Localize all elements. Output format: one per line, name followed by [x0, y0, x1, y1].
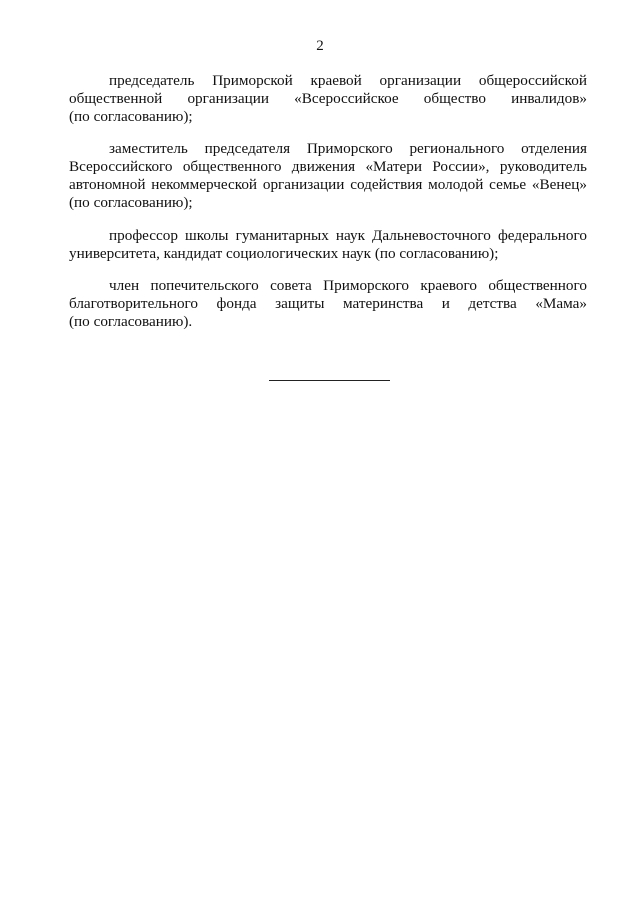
word: «Венец» [531, 176, 587, 193]
word: Приморского [306, 140, 393, 157]
paragraph-3-line-2: университета, кандидат социологических наук (по согласованию); [69, 245, 499, 262]
word: попечительского [150, 277, 259, 294]
word: Всероссийского [69, 158, 173, 175]
word: Дальневосточного [372, 227, 491, 244]
paragraph-1-line-3: (по согласованию); [69, 108, 193, 125]
word: школы [185, 227, 229, 244]
word: некоммерческой [151, 176, 258, 193]
word: краевой [310, 72, 362, 89]
word: федерального [497, 227, 587, 244]
word: профессор [109, 227, 178, 244]
word: семье [489, 176, 527, 193]
word: совета [270, 277, 312, 294]
paragraph-4-line-2 [69, 294, 587, 314]
paragraph-2-line-1 [109, 139, 587, 159]
word: организации [187, 90, 269, 107]
word: гуманитарных [235, 227, 329, 244]
word: инвалидов» [511, 90, 587, 107]
word: член [109, 277, 140, 294]
paragraph-1-line-2 [69, 89, 587, 109]
word: Приморского [323, 277, 410, 294]
page-number: 2 [316, 38, 324, 54]
end-separator-line [269, 380, 390, 381]
word: и [441, 295, 450, 312]
word: председателя [204, 140, 291, 157]
word: общество [423, 90, 486, 107]
paragraph-2-line-2 [69, 157, 587, 177]
paragraph-2-line-3 [69, 175, 587, 195]
word: «Мама» [535, 295, 587, 312]
word: молодой [428, 176, 484, 193]
paragraph-4-line-3: (по согласованию). [69, 313, 193, 330]
word: председатель [109, 72, 195, 89]
word: защиты [275, 295, 325, 312]
word: общественного [488, 277, 587, 294]
word: автономной [69, 176, 146, 193]
word: наук [335, 227, 365, 244]
word: общероссийской [478, 72, 587, 89]
paragraph-1-line-1 [109, 71, 587, 91]
word: фонда [216, 295, 257, 312]
word: движения [291, 158, 356, 175]
word: «Всероссийское [294, 90, 399, 107]
word: содействия [350, 176, 423, 193]
word: общественной [69, 90, 163, 107]
word: регионального [409, 140, 505, 157]
word: материнства [343, 295, 424, 312]
word: заместитель [109, 140, 188, 157]
word: «Матери [365, 158, 422, 175]
word: общественного [182, 158, 282, 175]
word: организации [379, 72, 462, 89]
word: Приморской [212, 72, 293, 89]
word: краевого [420, 277, 477, 294]
word: отделения [521, 140, 587, 157]
paragraph-4-line-1 [109, 276, 587, 296]
word: России», [432, 158, 490, 175]
word: детства [468, 295, 517, 312]
paragraph-2-line-4: (по согласованию); [69, 194, 193, 211]
word: организации [262, 176, 345, 193]
word: руководитель [499, 158, 587, 175]
word: благотворительного [69, 295, 198, 312]
paragraph-3-line-1 [109, 226, 587, 246]
